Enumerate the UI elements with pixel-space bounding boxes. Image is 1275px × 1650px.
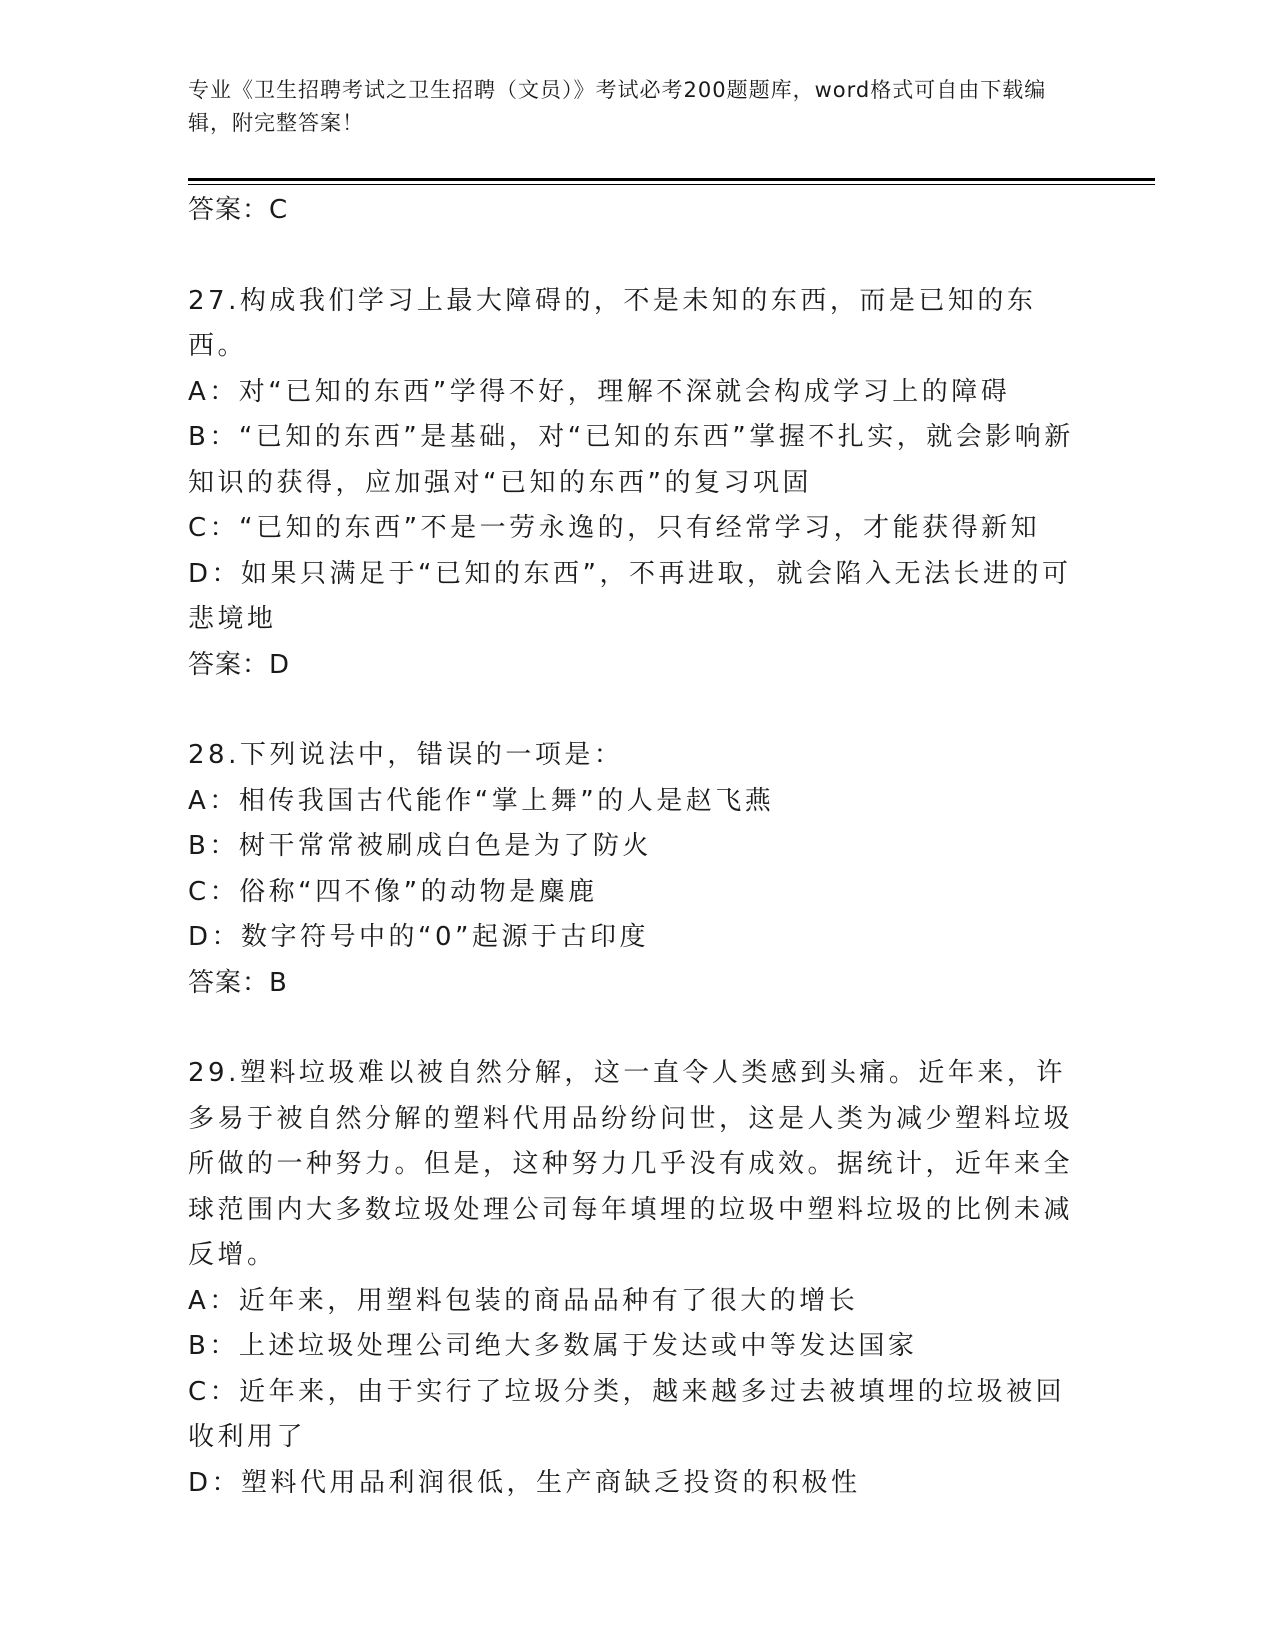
answer-label: 答案：B bbox=[188, 967, 288, 998]
question-27 bbox=[188, 279, 1078, 689]
page-header: 专业《卫生招聘考试之卫生招聘（文员）》考试必考200题题库，word格式可自由下载编辑，附完整答案！ bbox=[188, 78, 1047, 135]
document-body bbox=[188, 188, 1078, 1506]
option-a: A：对“已知的东西”学得不好，理解不深就会构成学习上的障碍 bbox=[188, 376, 1011, 407]
option-d: D：数字符号中的“0”起源于古印度 bbox=[188, 922, 650, 952]
question-stem: 28.下列说法中，错误的一项是： bbox=[188, 740, 624, 770]
answer-label: 答案：C bbox=[188, 195, 289, 225]
spacer bbox=[188, 1006, 1078, 1051]
option-d: D：塑料代用品利润很低，生产商缺乏投资的积极性 bbox=[188, 1467, 861, 1498]
spacer bbox=[188, 234, 1078, 279]
answer-label: 答案：D bbox=[188, 649, 291, 680]
option-b: B：上述垃圾处理公司绝大多数属于发达或中等发达国家 bbox=[188, 1331, 918, 1361]
question-stem: 27.构成我们学习上最大障碍的，不是未知的东西，而是已知的东西。 bbox=[188, 285, 1037, 361]
question-29 bbox=[188, 1051, 1078, 1506]
header-divider-thick bbox=[188, 178, 1155, 181]
option-b: B：“已知的东西”是基础，对“已知的东西”掌握不扎实，就会影响新知识的获得，应加强对“已知的东西”的复习巩固 bbox=[188, 422, 1074, 498]
option-d: D：如果只满足于“已知的东西”，不再进取，就会陷入无法长进的可悲境地 bbox=[188, 558, 1072, 634]
spacer bbox=[188, 688, 1078, 733]
option-c: C：俗称“四不像”的动物是麋鹿 bbox=[188, 876, 598, 907]
option-c: C：近年来，由于实行了垃圾分类，越来越多过去被填埋的垃圾被回收利用了 bbox=[188, 1376, 1066, 1452]
question-28 bbox=[188, 733, 1078, 1006]
option-c: C：“已知的东西”不是一劳永逸的，只有经常学习，才能获得新知 bbox=[188, 513, 1041, 543]
header-divider-thin bbox=[188, 184, 1155, 185]
option-a: A：近年来，用塑料包装的商品品种有了很大的增长 bbox=[188, 1285, 859, 1316]
question-stem: 29.塑料垃圾难以被自然分解，这一直令人类感到头痛。近年来，许多易于被自然分解的塑料代用品纷纷问世，这是人类为减少塑料垃圾所做的一种努力。但是，这种努力几乎没有成效。据统计，近年来全球范围内大多数垃圾处理公司每年填埋的垃圾中塑料垃圾的比例未减反增。 bbox=[188, 1058, 1074, 1270]
option-a: A：相传我国古代能作“掌上舞”的人是赵飞燕 bbox=[188, 785, 775, 816]
option-b: B：树干常常被刷成白色是为了防火 bbox=[188, 831, 652, 861]
